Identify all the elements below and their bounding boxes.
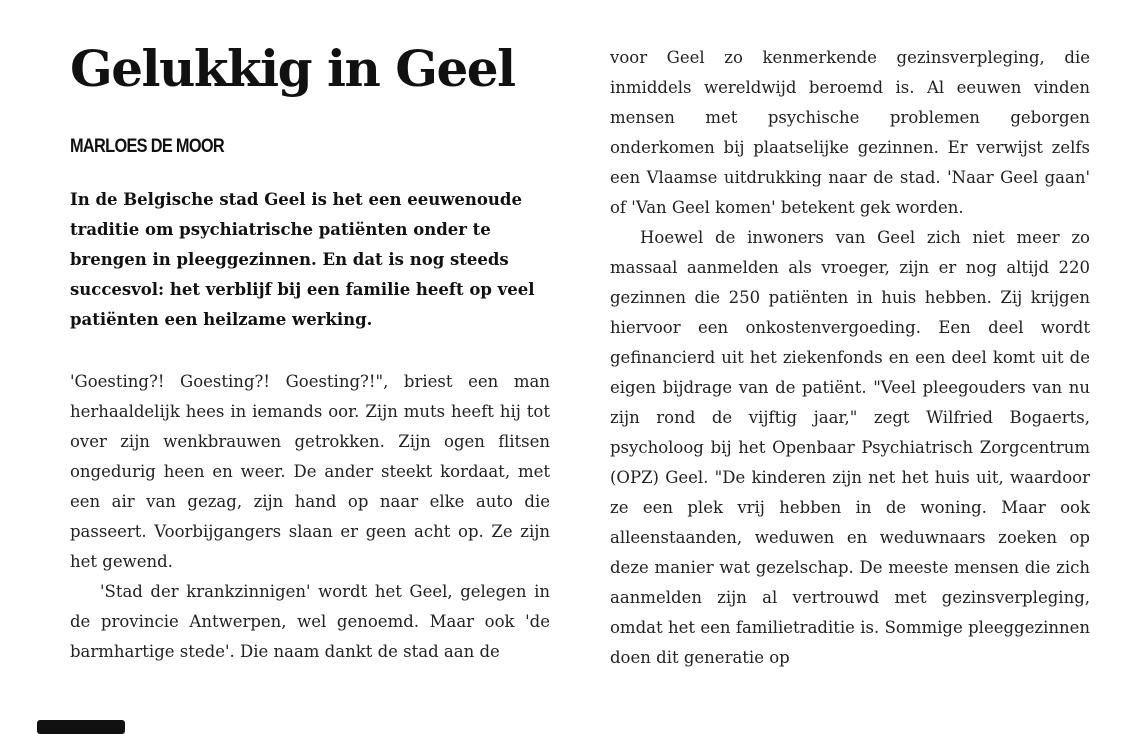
right-column xyxy=(610,43,1090,673)
left-column xyxy=(70,38,550,667)
bottom-toolbar-tab[interactable] xyxy=(37,720,125,734)
article-lead: In de Belgische stad Geel is het een eeuwenoude traditie om psychiatrische patiënten onder te brengen in pleeggezinnen. En dat is nog steeds succesvol: het verblijf bij een familie heeft op veel patiënten een heilzame werking. xyxy=(70,190,535,329)
body-paragraph-2-start: 'Stad der krankzinnigen' wordt het Geel, gelegen in de provincie Antwerpen, wel genoemd. Maar ook 'de barmhartige stede'. Die naam dankt de stad aan de xyxy=(70,582,550,661)
article-title: Gelukkig in Geel xyxy=(70,39,515,98)
article-author: MARLOES DE MOOR xyxy=(70,136,224,157)
body-paragraph-2-continued: voor Geel zo kenmerkende gezinsverpleging, die inmiddels wereldwijd beroemd is. Al eeuwen vinden mensen met psychische problemen geborgen onderkomen bij plaatselijke gezinnen. Er verwijst zelfs een Vlaamse uitdrukking naar de stad. 'Naar Geel gaan' of 'Van Geel komen' betekent gek worden. xyxy=(610,48,1090,217)
body-paragraph-1: 'Goesting?! Goesting?! Goesting?!", briest een man herhaaldelijk hees in iemands oor. Zijn muts heeft hij tot over zijn wenkbrauwen getrokken. Zijn ogen flitsen ongedurig heen en weer. De ander steekt kordaat, met een air van gezag, zijn hand op naar elke auto die passeert. Voorbijgangers slaan er geen acht op. Ze zijn het gewend. xyxy=(70,372,550,571)
body-paragraph-3: Hoewel de inwoners van Geel zich niet meer zo massaal aanmelden als vroeger, zijn er nog altijd 220 gezinnen die 250 patiënten in huis hebben. Zij krijgen hiervoor een onkostenvergoeding. Een deel wordt gefinancierd uit het ziekenfonds en een deel komt uit de eigen bijdrage van de patiënt. "Veel pleegouders van nu zijn rond de vijftig jaar," zegt Wilfried Bogaerts, psycholoog bij het Openbaar Psychiatrisch Zorgcentrum (OPZ) Geel. "De kinderen zijn net het huis uit, waardoor ze een plek vrij hebben in de woning. Maar ook alleenstaanden, weduwen en weduwnaars zoeken op deze manier wat gezelschap. De meeste mensen die zich aanmelden zijn al vertrouwd met gezinsverpleging, omdat het een familietraditie is. Sommige pleeggezinnen doen dit generatie op xyxy=(610,228,1090,667)
